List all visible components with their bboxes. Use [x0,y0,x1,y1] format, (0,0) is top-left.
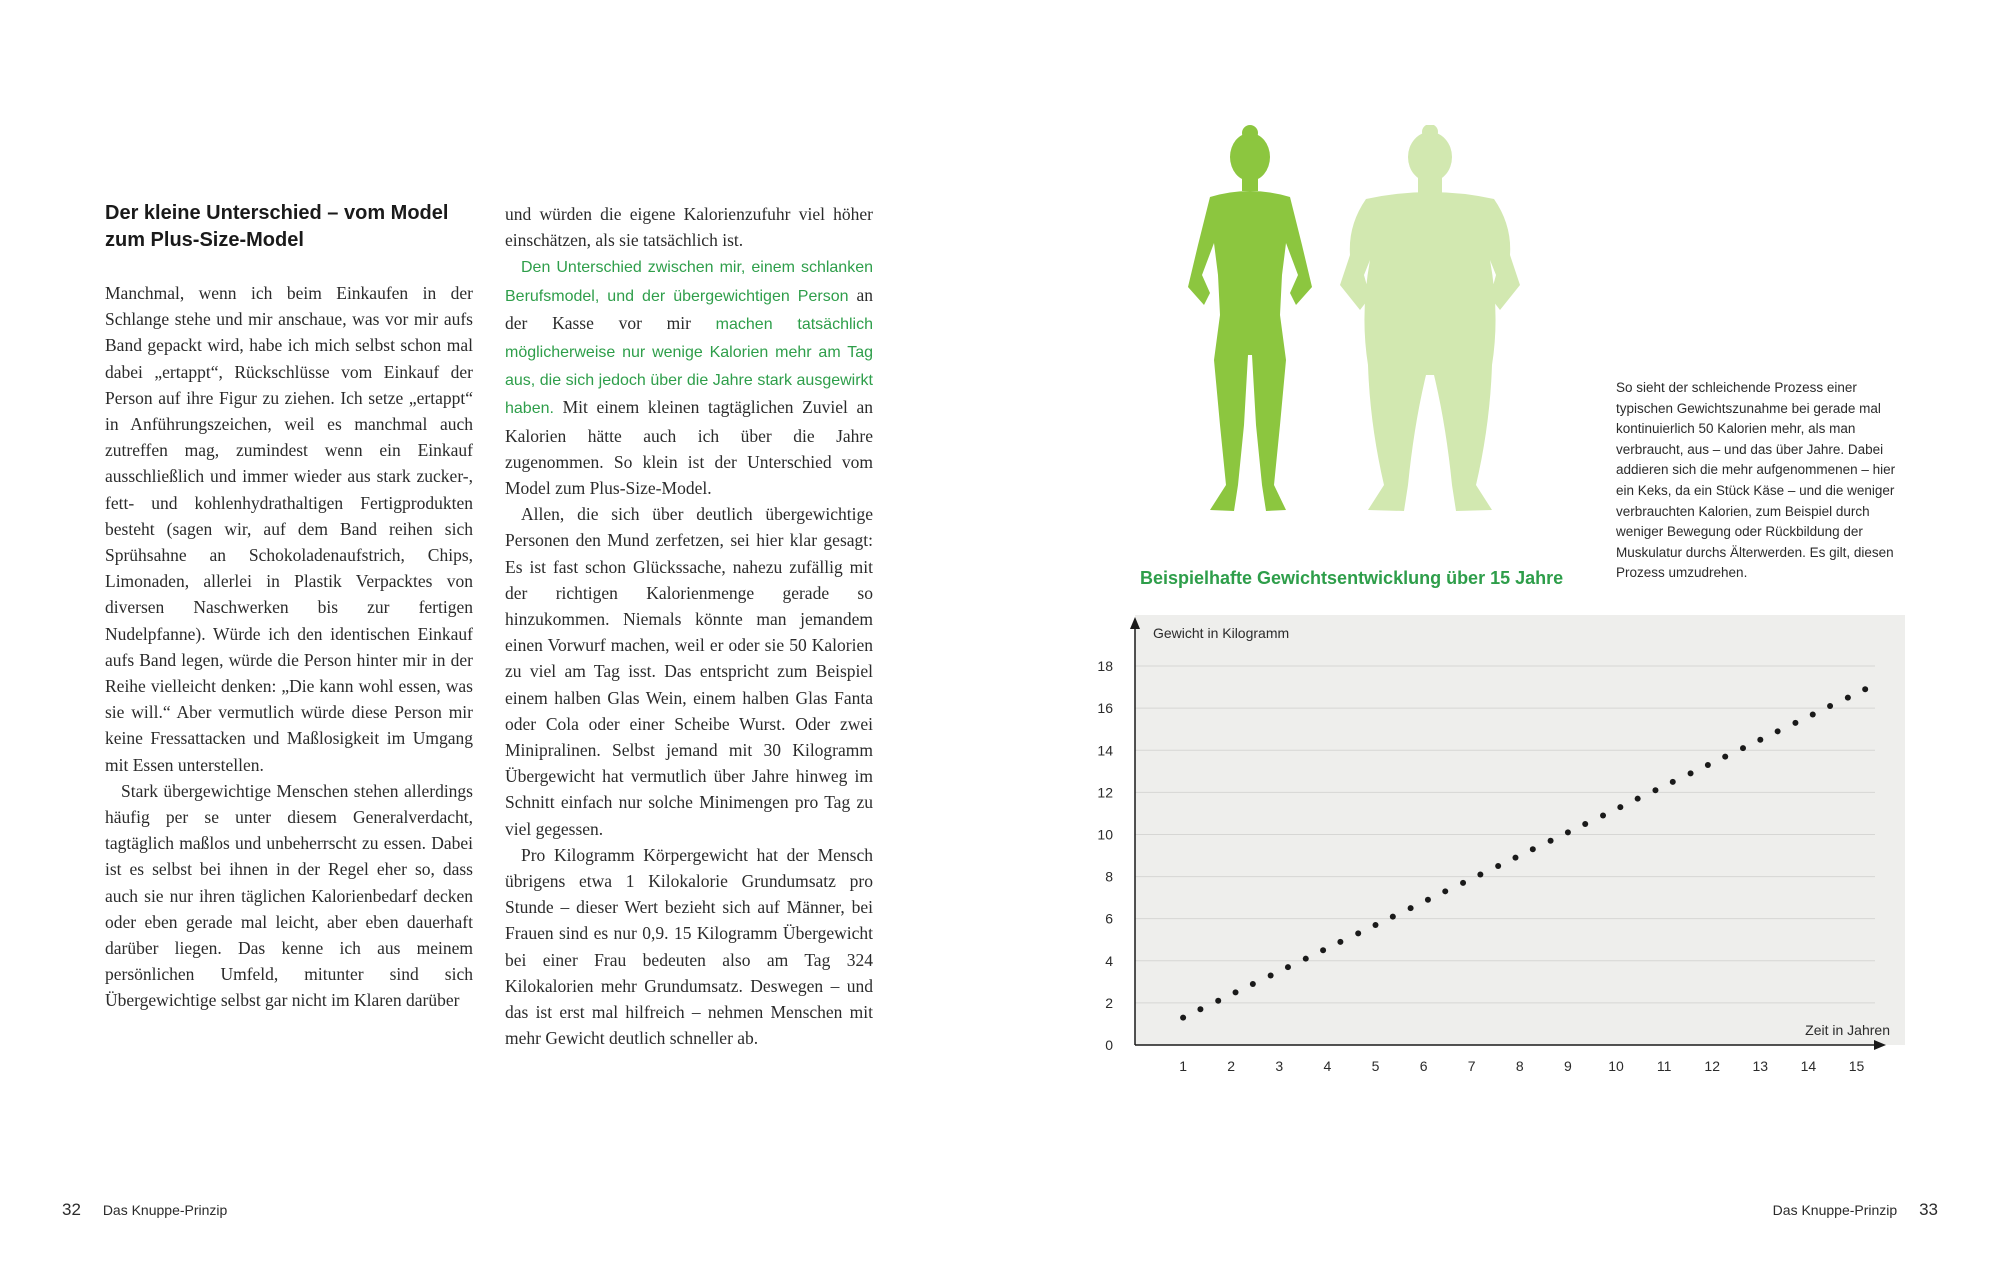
x-tick-label: 12 [1704,1058,1721,1074]
data-point [1512,855,1518,861]
data-point [1740,745,1746,751]
chart-background [1135,615,1905,1045]
x-axis-label: Zeit in Jahren [1805,1022,1890,1038]
y-tick-label: 8 [1105,868,1113,885]
weight-chart [1090,615,1910,1095]
data-point [1320,947,1326,953]
plus-size-figure [1340,125,1520,511]
data-point [1390,914,1396,920]
data-point [1233,989,1239,995]
data-point [1635,796,1641,802]
data-point [1757,737,1763,743]
left-footer [62,1200,227,1220]
data-point [1652,787,1658,793]
data-point [1337,939,1343,945]
data-point [1582,821,1588,827]
x-tick-label: 13 [1752,1058,1769,1074]
data-point [1303,956,1309,962]
data-point [1688,770,1694,776]
y-tick-label: 14 [1097,742,1113,759]
paragraph: Pro Kilogramm Körpergewicht hat der Mensch übrigens etwa 1 Kilokalorie Grundumsatz pro Stunde – dieser Wert bezieht sich auf Männer, bei Frauen sind es nur 0,9. 15 Kilogramm Übergewicht bei einer Frau bedeuten also am Tag 324 Kilokalorien mehr Grundumsatz. Deswegen – und das ist erst mal hilfreich – nehmen Menschen mit mehr Gewicht deutlich schneller ab. [505,844,873,1049]
paragraph: Allen, die sich über deutlich übergewichtige Personen den Mund zerfetzen, sei hier klar gesagt: Es ist fast schon Glückssache, nahezu zufällig mit der richtigen Kalorienmenge gerade so hinzukommen. Niemals könnte man jemandem einen Vorwurf machen, weil er oder sie 50 Kalorien zu viel am Tag isst. Das entspricht zum Beispiel einem halben Glas Wein, einem halben Glas Fanta oder Cola oder einer Scheibe Wurst. Oder zwei Minipralinen. Selbst jemand mit 30 Kilogramm Übergewicht hat vermutlich über Jahre hinweg im Schnitt einfach nur solche Minimengen pro Tag zu viel gegessen. [505,504,873,839]
y-tick-labels [1097,658,1113,1053]
data-point [1495,863,1501,869]
data-point [1250,981,1256,987]
x-tick-label: 2 [1227,1058,1236,1074]
data-point [1373,922,1379,928]
left-text-column [105,280,473,1014]
data-point [1810,711,1816,717]
data-point [1548,838,1554,844]
y-tick-label: 0 [1105,1037,1113,1053]
data-point [1215,998,1221,1004]
data-point [1792,720,1798,726]
figure-caption: So sieht der schleichende Prozess einer typischen Gewichtszunahme bei gerade mal kontinuierlich 50 Kalorien mehr, als man verbraucht, aus – und das über Jahre. Dabei addieren sich die mehr aufgenommenen – hier ein Keks, da ein Stück Käse – und die weniger verbrauchten Kalorien, zum Beispiel durch weniger Bewegung oder Rückbildung der Muskulatur durchs Älterwerden. Es gilt, diesen Prozess umzudrehen. [1616,380,1896,581]
data-point [1442,888,1448,894]
x-tick-label: 1 [1179,1058,1187,1074]
data-point [1285,964,1291,970]
data-point [1197,1006,1203,1012]
y-tick-label: 12 [1097,784,1113,801]
data-point [1355,930,1361,936]
paragraph: Manchmal, wenn ich beim Einkaufen in der Schlange stehe und mir anschaue, was vor mir aufs Band gepackt wird, habe ich mich selbst schon mal dabei „ertappt“, Rückschlüsse vom Einkauf der Person auf ihre Figur zu ziehen. Ich setze „ertappt“ in Anführungszeichen, weil es manchmal auch zutreffen mag, zumindest wenn ein Einkauf ausschließlich und immer wieder aus stark zucker-, fett- und kohlenhydrathaltigen Fertigprodukten besteht (sagen wir, auf dem Band reihen sich Sprühsahne an Schokoladenaufstrich, Chips, Limonaden, allerlei in Plastik Verpacktes von diversen Naschwerken bis zur fertigen Nudelpfanne). Würde ich den identischen Einkauf aufs Band legen, würde die Person hinter mir in der Reihe vielleicht denken: „Die kann wohl essen, was sie will.“ Aber vermutlich würde diese Person mir keine Fressattacken und Maßlosigkeit im Umgang mit Essen unterstellen. [105,283,473,775]
x-tick-label: 15 [1848,1058,1865,1074]
x-tick-label: 11 [1656,1058,1672,1074]
x-tick-label: 10 [1608,1058,1624,1074]
body-silhouettes-illustration [1140,125,1560,515]
data-point [1180,1015,1186,1021]
x-tick-label: 14 [1800,1058,1817,1074]
paragraph: Stark übergewichtige Menschen stehen allerdings häufig per se unter diesem Generalverdacht, tagtäglich maßlos und unbeherrscht zu essen. Dabei ist es selbst bei ihnen in der Regel eher so, dass auch sie nur ihren täglichen Kalorienbedarf decken oder eben gerade mal leicht, aber eben dauerhaft darüber liegen. Das kenne ich aus meinem persönlichen Umfeld, mitunter sind sich Übergewichtige selbst gar nicht im Klaren darüber [105,780,473,1011]
right-text-column [505,201,873,1052]
y-tick-label: 6 [1105,910,1113,927]
page-number: 32 [62,1200,81,1219]
data-point [1460,880,1466,886]
y-tick-label: 10 [1097,826,1113,843]
data-point [1722,754,1728,760]
x-tick-label: 8 [1515,1058,1524,1074]
x-tick-label: 6 [1419,1058,1428,1074]
running-title: Das Knuppe-Prinzip [1772,1202,1898,1218]
right-footer [1773,1200,1938,1220]
page-number: 33 [1919,1200,1938,1219]
y-tick-label: 4 [1105,952,1113,969]
data-point [1268,973,1274,979]
data-point [1775,728,1781,734]
data-point [1705,762,1711,768]
x-tick-label: 4 [1323,1058,1332,1074]
data-point [1530,846,1536,852]
highlight-paragraph [505,253,873,501]
highlight-text: Den Unterschied zwischen mir, einem schlanken Berufsmodel, und der übergewichtigen Person [505,259,873,305]
paragraph: und würden die eigene Kalorienzufuhr viel höher einschätzen, als sie tatsächlich ist. [505,204,873,251]
y-tick-label: 16 [1097,700,1113,717]
section-heading: Der kleine Unterschied – vom Model zum Plus-Size-Model [105,202,449,251]
x-tick-labels [1179,1058,1864,1074]
x-tick-label: 9 [1564,1058,1572,1074]
slim-figure [1188,125,1312,511]
data-point [1408,905,1414,911]
x-tick-label: 3 [1275,1058,1284,1074]
paragraph-text: an der Kasse vor mir [505,284,873,333]
data-point [1617,804,1623,810]
data-point [1862,686,1868,692]
highlight-text: machen tatsächlich möglicherweise nur wenige Kalorien mehr am Tag aus, die sich jedoch über die Jahre stark ausgewirkt haben. [505,315,873,418]
running-title: Das Knuppe-Prinzip [102,1202,228,1218]
data-point [1845,695,1851,701]
data-point [1425,897,1431,903]
x-tick-label: 7 [1467,1058,1476,1074]
data-point [1670,779,1676,785]
data-point [1565,829,1571,835]
y-tick-label: 18 [1097,658,1113,675]
y-axis-label: Gewicht in Kilogramm [1153,625,1290,641]
chart-title: Beispielhafte Gewichtsentwicklung über 15 Jahre [1140,568,1564,588]
data-point [1477,871,1483,877]
x-tick-label: 5 [1371,1058,1380,1074]
paragraph-text: Mit einem kleinen tagtäglichen Zuviel an Kalorien hätte auch ich über die Jahre zugenommen. So klein ist der Unterschied vom Model zum Plus-Size-Model. [505,397,873,499]
data-point [1600,813,1606,819]
y-tick-label: 2 [1105,994,1113,1011]
data-point [1827,703,1833,709]
